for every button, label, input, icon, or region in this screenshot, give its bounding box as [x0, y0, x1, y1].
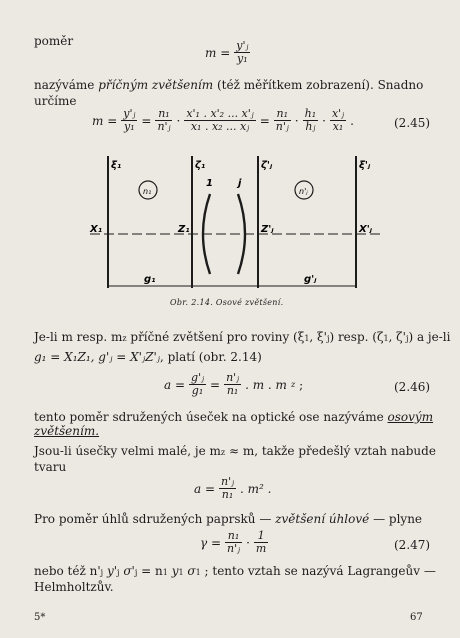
eq4-rhs: . m² . — [240, 481, 272, 496]
text-urcime: určíme — [34, 94, 77, 108]
text-je-li-line — [34, 330, 451, 346]
label-xij: ξ'ⱼ — [359, 160, 371, 171]
eq2-frac6 — [330, 108, 346, 133]
sub-jb: j — [405, 334, 409, 343]
equation-number-2-45: (2.45) — [394, 116, 431, 130]
text-zvetseni-uhlove: zvětšení úhlové — [275, 512, 370, 526]
sub-1c: 1 — [162, 568, 168, 577]
text-sigmaj: σ' — [123, 564, 135, 578]
label-zetaj: ζ'ⱼ — [261, 160, 273, 171]
eq2-frac3 — [184, 108, 255, 133]
sub-1e: 1 — [195, 568, 201, 577]
text-zvetsenim: zvětšením. — [34, 424, 100, 438]
text-nebo-tez-line — [34, 564, 436, 580]
eq1-numerator: y'ⱼ — [236, 39, 249, 52]
eq5-frac2-num: 1 — [254, 530, 268, 543]
label-nj: n'ⱼ — [299, 187, 308, 196]
label-xi1: ξ₁ — [111, 160, 122, 171]
eq2-frac2 — [155, 108, 172, 133]
equation-number-2-46: (2.46) — [394, 380, 431, 394]
eq2-frac1-num: y'ⱼ — [123, 107, 136, 120]
equation-number-2-47: (2.47) — [394, 538, 431, 552]
text-sigma1: σ — [187, 564, 196, 578]
figure-2-14 — [80, 152, 390, 292]
eq5-frac1-den: n'ⱼ — [227, 542, 241, 555]
equation-2-46: a = $\frac{\text{g'ⱼ}}{\text{g₁}}$ = $\frac{\text{n'ⱼ}}{\text{n₁}}$ . m . m z ; — [164, 371, 304, 397]
eq2-frac4-den: n'ⱼ — [275, 120, 289, 133]
label-g1: g₁ — [144, 274, 156, 285]
text-helmholtz: Helmholtzův. — [34, 580, 114, 594]
eq2-frac6-den: x₁ — [332, 120, 344, 133]
eq2-frac5 — [303, 108, 319, 133]
eq3-lhs: a = — [164, 377, 186, 392]
sub-z: z — [122, 334, 127, 343]
text-pricnym-zvetsenim: příčným zvětšením — [98, 78, 214, 92]
text-je-li-d: ) resp. (ζ — [329, 330, 384, 344]
text-je-li-f: ) a je-li — [408, 330, 451, 344]
equation-m-definition — [205, 40, 250, 65]
sub-z2: z — [220, 448, 226, 457]
text-g-definition-line — [34, 350, 262, 364]
figure-caption: Obr. 2.14. Osové zvětšení. — [170, 298, 284, 307]
text-je-li-b: příčné zvětšení pro roviny (ξ — [130, 330, 305, 344]
eq2-frac2-num: n₁ — [155, 108, 172, 121]
text-tez-meritkem: (též měřítkem zobrazení). Snadno — [216, 78, 424, 92]
label-surface-1: 1 — [206, 178, 213, 189]
text-eq-n1: = n — [141, 564, 163, 578]
page-number: 67 — [410, 612, 423, 623]
eq3-frac1 — [189, 372, 206, 397]
eq3-frac2 — [224, 372, 241, 397]
equation-a-mm2 — [194, 476, 272, 501]
text-je-li-c: , ξ' — [309, 330, 327, 344]
text-nazyvame: nazýváme — [34, 78, 95, 92]
eq1-lhs: m = — [205, 45, 231, 60]
sub-ja: j — [326, 334, 330, 343]
eq2-frac3-den: x₁ . x₂ ... xⱼ — [190, 120, 250, 133]
label-X1: X₁ — [90, 224, 103, 235]
eq2-frac5-den: hⱼ — [305, 120, 316, 133]
label-gj: g'ⱼ — [304, 274, 317, 285]
text-osovym: osovým — [387, 410, 434, 424]
text-yj: y' — [106, 564, 118, 578]
text-jsou-li-line — [34, 444, 436, 460]
sub-j2: j — [117, 568, 120, 577]
label-n1: n₁ — [143, 187, 152, 196]
eq2-frac1 — [121, 108, 137, 133]
text-jsou-li: Jsou-li úsečky velmi malé, je m — [34, 444, 221, 458]
text-tento-pomer-line — [34, 410, 433, 424]
label-zeta1: ζ₁ — [195, 160, 206, 171]
eq1-denominator: y₁ — [237, 52, 248, 65]
eq4-num: n'ⱼ — [221, 475, 235, 488]
text-pro-pomer: Pro poměr úhlů sdružených paprsků — — [34, 512, 272, 526]
text-takze: ≈ m, takže předešlý vztah nabude — [228, 444, 436, 458]
eq1-fraction — [234, 40, 250, 65]
eq4-den: n₁ — [221, 488, 234, 501]
equation-2-45: m = $\frac{\text{y'ⱼ}}{\text{y₁}}$ = $\frac{\text{n₁}}{\text{n'ⱼ}}$ · $\frac{\text{x'₁ . x'₂ ... x'ⱼ}}{\text{x₁ . x₂ ... xⱼ}}$ = $\frac{\text{n₁}}{\text{n'ⱼ}}$ · $\frac{\text{h₁}}{\text{hⱼ}}$ · $\frac{\text{x'ⱼ}}{\text{x₁}}$ . — [92, 107, 354, 133]
label-Xj: X'ⱼ — [359, 224, 372, 235]
eq2-frac2-den: n'ⱼ — [157, 120, 171, 133]
text-pomer: poměr — [34, 34, 74, 48]
text-lagrange: ; tento vztah se nazývá Lagrangeův — — [204, 564, 436, 578]
label-Zj: Z'ⱼ — [261, 224, 274, 235]
text-pro-pomer-line — [34, 512, 422, 526]
text-plati: , platí (obr. 2.14) — [159, 350, 262, 364]
text-nebo-tez: nebo též n' — [34, 564, 101, 578]
label-Z1: Z₁ — [178, 224, 190, 235]
eq5-frac1-num: n₁ — [225, 530, 242, 543]
text-tvaru: tvaru — [34, 460, 67, 474]
sub-j3: j — [134, 568, 138, 577]
equation-2-47: γ = $\frac{\text{n₁}}{\text{n'ⱼ}}$ · $\frac{1}{m}$ — [200, 529, 267, 555]
eq2-frac1-den: y₁ — [124, 120, 135, 133]
eq5-frac2-den: m — [255, 542, 267, 555]
label-surface-j: j — [238, 178, 242, 189]
sub-1d: 1 — [178, 568, 184, 577]
signature-mark: 5* — [34, 612, 46, 623]
eq4-lhs: a = — [194, 481, 216, 496]
sub-j1: j — [100, 568, 104, 577]
text-y1: y — [171, 564, 179, 578]
eq2-lhs: m = — [92, 113, 118, 128]
eq2-frac5-num: h₁ — [304, 107, 317, 120]
eq3-frac2-num: n'ⱼ — [226, 371, 240, 384]
eq5-lhs: γ = — [200, 535, 222, 550]
sub-1b: 1 — [383, 334, 389, 343]
eq3-rhs: . m . m — [245, 377, 287, 392]
text-je-li-e: , ζ' — [388, 330, 406, 344]
eq3-sub-z: z — [290, 380, 296, 389]
eq5-frac2 — [254, 530, 268, 555]
text-g-definition: g₁ = X₁Z₁, g'ⱼ = X'ⱼZ'ⱼ — [34, 350, 160, 364]
eq3-frac1-num: g'ⱼ — [191, 371, 205, 384]
sub-1a: 1 — [304, 334, 310, 343]
eq2-frac4 — [274, 108, 291, 133]
text-nazyvame-line — [34, 78, 423, 92]
eq2-frac4-num: n₁ — [274, 108, 291, 121]
eq3-frac1-den: g₁ — [191, 384, 204, 397]
text-plyne: — plyne — [373, 512, 423, 526]
eq4-frac — [219, 476, 236, 501]
eq3-frac2-den: n₁ — [226, 384, 239, 397]
eq2-frac6-num: x'ⱼ — [331, 107, 345, 120]
eq2-frac3-num: x'₁ . x'₂ ... x'ⱼ — [186, 107, 254, 120]
text-tento-pomer: tento poměr sdružených úseček na optické ose nazýváme — [34, 410, 384, 424]
eq5-frac1 — [225, 530, 242, 555]
text-je-li-a: Je-li m resp. m — [34, 330, 123, 344]
